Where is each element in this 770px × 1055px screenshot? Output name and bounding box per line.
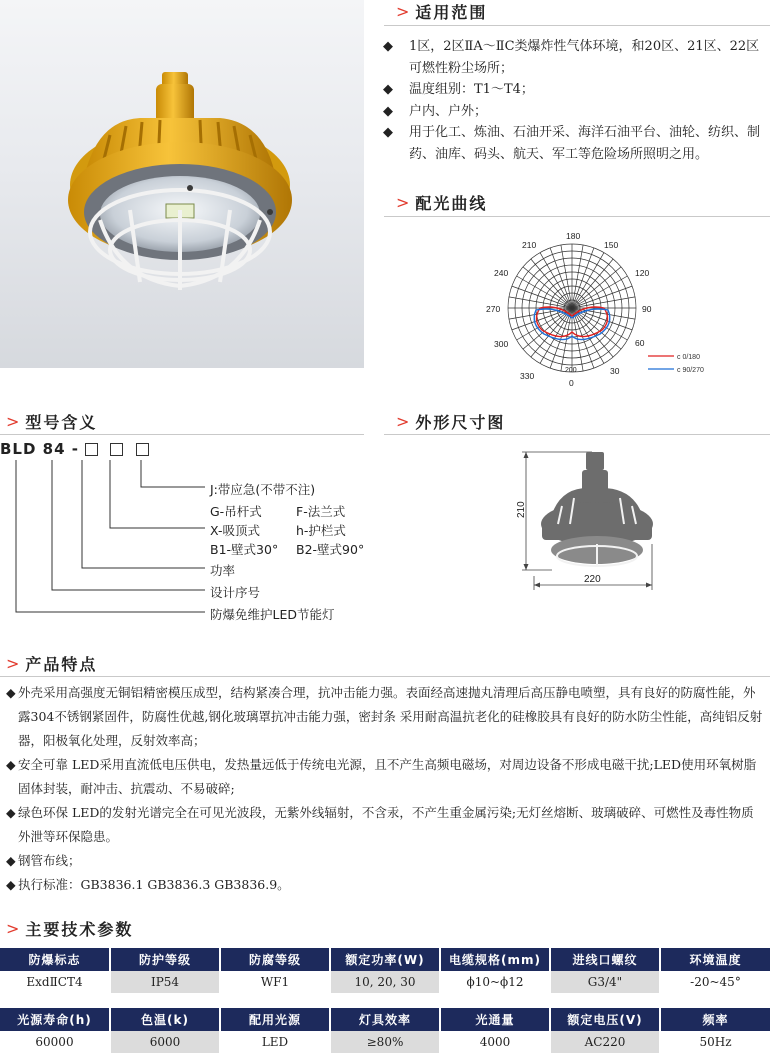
code-slot-box: [136, 443, 149, 456]
arrow-icon: >: [396, 2, 412, 21]
table-header-row: [0, 1008, 770, 1031]
legend-label: c 90/270: [677, 367, 704, 374]
table-cell: ExdⅡCT4: [0, 971, 110, 993]
model-field-product: 防爆免维护LED节能灯: [210, 607, 335, 622]
table-cell: 10, 20, 30: [330, 971, 440, 993]
table-header: 灯具效率: [330, 1008, 440, 1031]
table-cell: WF1: [220, 971, 330, 993]
angle-label: 150: [604, 240, 619, 250]
divider: [384, 216, 770, 217]
features-title-text: 产品特点: [25, 655, 98, 674]
arrow-icon: >: [6, 412, 22, 431]
table-header: 光通量: [440, 1008, 550, 1031]
table-cell: IP54: [110, 971, 220, 993]
features-list: [6, 681, 764, 897]
angle-label: 60: [635, 338, 645, 348]
model-field-design: 设计序号: [210, 585, 261, 600]
bullet-icon: ◆: [6, 685, 16, 700]
table-row: [0, 971, 770, 993]
table-header: 额定功率(W): [330, 948, 440, 971]
angle-label: 330: [520, 371, 535, 381]
angle-label: 90: [642, 304, 652, 314]
table-header: 额定电压(V): [550, 1008, 660, 1031]
bullet-icon: ◆: [6, 853, 16, 868]
specs-title-text: 主要技术参数: [25, 920, 134, 939]
feature-item: ◆ 钢管布线；: [6, 849, 764, 873]
scope-item: ◆ 用于化工、炼油、石油开采、海洋石油平台、油轮、纺织、制药、油库、码头、航天、军工等危险场所照明之用。: [396, 122, 768, 165]
table-row: [0, 1031, 770, 1053]
dimension-drawing: [512, 444, 668, 596]
code-slot-box: [110, 443, 123, 456]
spec-table-1: [0, 948, 770, 993]
bullet-icon: ◆: [6, 757, 16, 772]
model-option-guard: h-护栏式: [296, 523, 346, 538]
scope-title: [396, 0, 487, 23]
table-header: 频率: [660, 1008, 770, 1031]
dimension-svg: [512, 444, 668, 596]
polar-light-curve: [480, 228, 720, 390]
model-option-wall30: B1-壁式30°: [210, 542, 279, 557]
angle-label: 180: [566, 231, 581, 241]
table-header: 进线口螺纹: [550, 948, 660, 971]
divider: [384, 25, 770, 26]
table-header: 防护等级: [110, 948, 220, 971]
table-header-row: [0, 948, 770, 971]
specs-title: [6, 917, 133, 940]
table-cell: G3/4": [550, 971, 660, 993]
bullet-icon: ◆: [6, 877, 16, 892]
angle-label: 0: [569, 378, 574, 388]
table-cell: 6000: [110, 1031, 220, 1053]
bullet-icon: ◆: [6, 805, 16, 820]
table-cell: ϕ10~ϕ12: [440, 971, 550, 993]
model-option-wall90: B2-壁式90°: [296, 542, 365, 557]
table-header: 电缆规格(mm): [440, 948, 550, 971]
table-cell: -20~45°: [660, 971, 770, 993]
table-header: 配用光源: [220, 1008, 330, 1031]
table-cell: 60000: [0, 1031, 110, 1053]
divider: [0, 676, 770, 677]
arrow-icon: >: [6, 919, 22, 938]
divider: [0, 434, 364, 435]
model-title: [6, 410, 97, 433]
table-header: 色温(k): [110, 1008, 220, 1031]
divider: [384, 434, 770, 435]
model-code-prefix: BLD 84 -: [0, 440, 79, 458]
feature-item: ◆ 绿色环保 LED的发射光谱完全在可见光波段，无紫外线辐射，不含汞，不产生重金属污染;无灯丝熔断、玻璃破碎、可燃性及毒性物质外泄等环保隐患。: [6, 801, 764, 849]
model-option-flange: F-法兰式: [296, 504, 346, 519]
table-cell: 50Hz: [660, 1031, 770, 1053]
table-header: 光源寿命(h): [0, 1008, 110, 1031]
angle-label: 120: [635, 268, 650, 278]
dimensions-title: [396, 410, 505, 433]
angle-label: 210: [522, 240, 537, 250]
angle-label: 270: [486, 304, 501, 314]
table-header: 环境温度: [660, 948, 770, 971]
angle-label: 30: [610, 366, 620, 376]
dimension-height: 210: [516, 501, 527, 518]
product-photo: [0, 0, 364, 368]
arrow-icon: >: [396, 193, 412, 212]
code-slot-box: [85, 443, 98, 456]
dimensions-title-text: 外形尺寸图: [415, 413, 506, 432]
bullet-icon: ◆: [383, 82, 393, 97]
model-title-text: 型号含义: [25, 413, 98, 432]
scope-item: ◆ 户内、户外；: [396, 101, 768, 123]
scope-list: [383, 36, 768, 165]
table-cell: LED: [220, 1031, 330, 1053]
spec-table-2: [0, 1008, 770, 1053]
scope-item: ◆ 温度组别：T1～T4；: [396, 79, 768, 101]
model-field-power: 功率: [210, 563, 236, 578]
light-curve-title: [396, 191, 487, 214]
bullet-icon: ◆: [383, 103, 393, 119]
feature-item: ◆ 安全可靠 LED采用直流低电压供电，发热量远低于传统电光源，且不产生高频电磁场，对周边设备不形成电磁干扰;LED使用环氧树脂固体封装，耐冲击、抗震动、不易破碎;: [6, 753, 764, 801]
light-curve-title-text: 配光曲线: [415, 194, 488, 213]
table-cell: ≥80%: [330, 1031, 440, 1053]
table-header: 防爆标志: [0, 948, 110, 971]
table-cell: AC220: [550, 1031, 660, 1053]
model-leader-lines: [0, 456, 220, 616]
bullet-icon: ◆: [383, 125, 393, 140]
table-header: 防腐等级: [220, 948, 330, 971]
polar-chart: [480, 228, 720, 390]
model-option-emergency: J:带应急(不带不注): [210, 482, 316, 497]
explosion-proof-lamp-image: [0, 0, 364, 368]
scope-item: ◆ 1区，2区ⅡA～ⅡC类爆炸性气体环境，和20区、21区、22区可燃性粉尘场所；: [396, 36, 768, 79]
arrow-icon: >: [396, 412, 412, 431]
legend-label: c 0/180: [677, 354, 700, 361]
bullet-icon: ◆: [383, 39, 393, 54]
model-option-pendant: G-吊杆式: [210, 504, 262, 519]
angle-label: 240: [494, 268, 509, 278]
feature-item: ◆ 外壳采用高强度无铜铝精密模压成型，结构紧凑合理，抗冲击能力强。表面经高速抛丸清理后高压静电喷塑，具有良好的防腐性能，外露304不锈钢紧固件，防腐性优越,钢化玻璃罩抗冲击能力强，密封条 采用耐高温抗老化的硅橡胶具有良好的防水防尘性能，高纯铝反射器，阳极氧化处理，反射效率高；: [6, 681, 764, 753]
angle-label: 300: [494, 339, 509, 349]
scope-title-text: 适用范围: [415, 3, 488, 22]
ring-label: 200: [565, 367, 577, 374]
features-title: [6, 652, 97, 675]
arrow-icon: >: [6, 654, 22, 673]
feature-item: ◆ 执行标准：GB3836.1 GB3836.3 GB3836.9。: [6, 873, 764, 897]
table-cell: 4000: [440, 1031, 550, 1053]
model-option-ceiling: X-吸顶式: [210, 523, 260, 538]
dimension-width: 220: [584, 574, 601, 585]
